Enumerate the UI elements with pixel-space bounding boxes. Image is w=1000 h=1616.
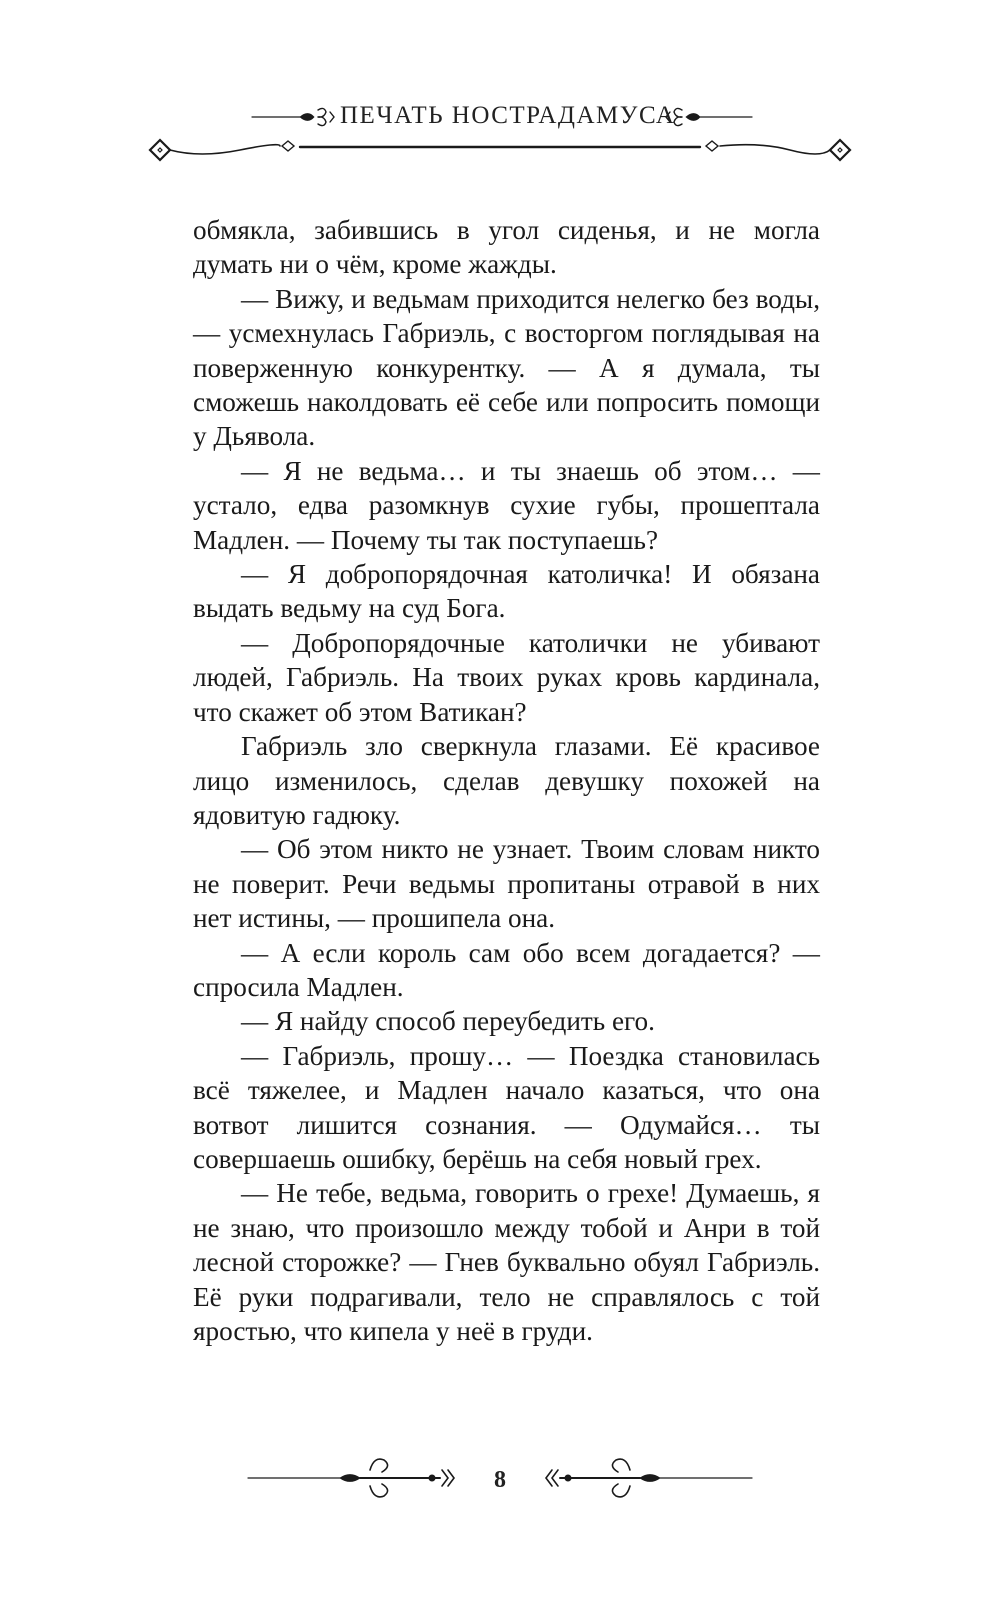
paragraph: — Я найду способ переубедить его. bbox=[241, 1006, 655, 1037]
paragraph: — Габриэль, прошу… — Поездка становилась всё тяжелее, и Мадлен начало казаться, что она вотвот лишится сознания. — Одумайся… ты совершаешь ошибку, берёшь на себя новый грех. bbox=[193, 1040, 820, 1174]
paragraph: — Вижу, и ведьмам приходится нелегко без воды, — усмехнулась Габриэль, с восторгом поглядывая на поверженную конкурентку. — А я думала, ты сможешь наколдовать её себе или попросить помощи у Дьявола. bbox=[193, 283, 820, 452]
paragraph: — Я добропорядочная католичка! И обязана выдать ведьму на суд Бога. bbox=[193, 559, 820, 624]
paragraph: — Об этом никто не узнает. Твоим словам никто не поверит. Речи ведьмы пропитаны отравой в них нет истины, — прошипела она. bbox=[193, 834, 820, 934]
paragraph: — Не тебе, ведьма, говорить о грехе! Думаешь, я не знаю, что произошло между тобой и Анри в той лесной сторожке? — Гнев буквально обуял Габриэль. Её руки подрагивали, тело не справлялось с той яростью, что кипела у неё в груди. bbox=[193, 1178, 820, 1346]
running-header bbox=[0, 0, 1000, 180]
paragraph: — А если король сам обо всем догадается? — спросила Мадлен. bbox=[193, 937, 820, 1002]
paragraph: обмякла, забившись в угол сиденья, и не могла думать ни о чём, кроме жажды. bbox=[193, 215, 820, 280]
paragraph: — Добропорядочные католички не убивают людей, Габриэль. На твоих руках кровь кардинала, что скажет об этом Ватикан? bbox=[193, 627, 820, 727]
running-title: ПЕЧАТЬ НОСТРАДАМУСА bbox=[340, 102, 676, 129]
paragraph: Габриэль зло сверкнула глазами. Её красивое лицо изменилось, сделав девушку похожей на ядовитую гадюку. bbox=[193, 731, 820, 830]
body-text bbox=[193, 213, 820, 1348]
paragraph: — Я не ведьма… и ты знаешь об этом… — устало, едва разомкнув сухие губы, прошептала Мадлен. — Почему ты так поступаешь? bbox=[193, 455, 820, 555]
page-number: 8 bbox=[494, 1467, 506, 1493]
header-ornament-icon bbox=[0, 0, 1000, 180]
